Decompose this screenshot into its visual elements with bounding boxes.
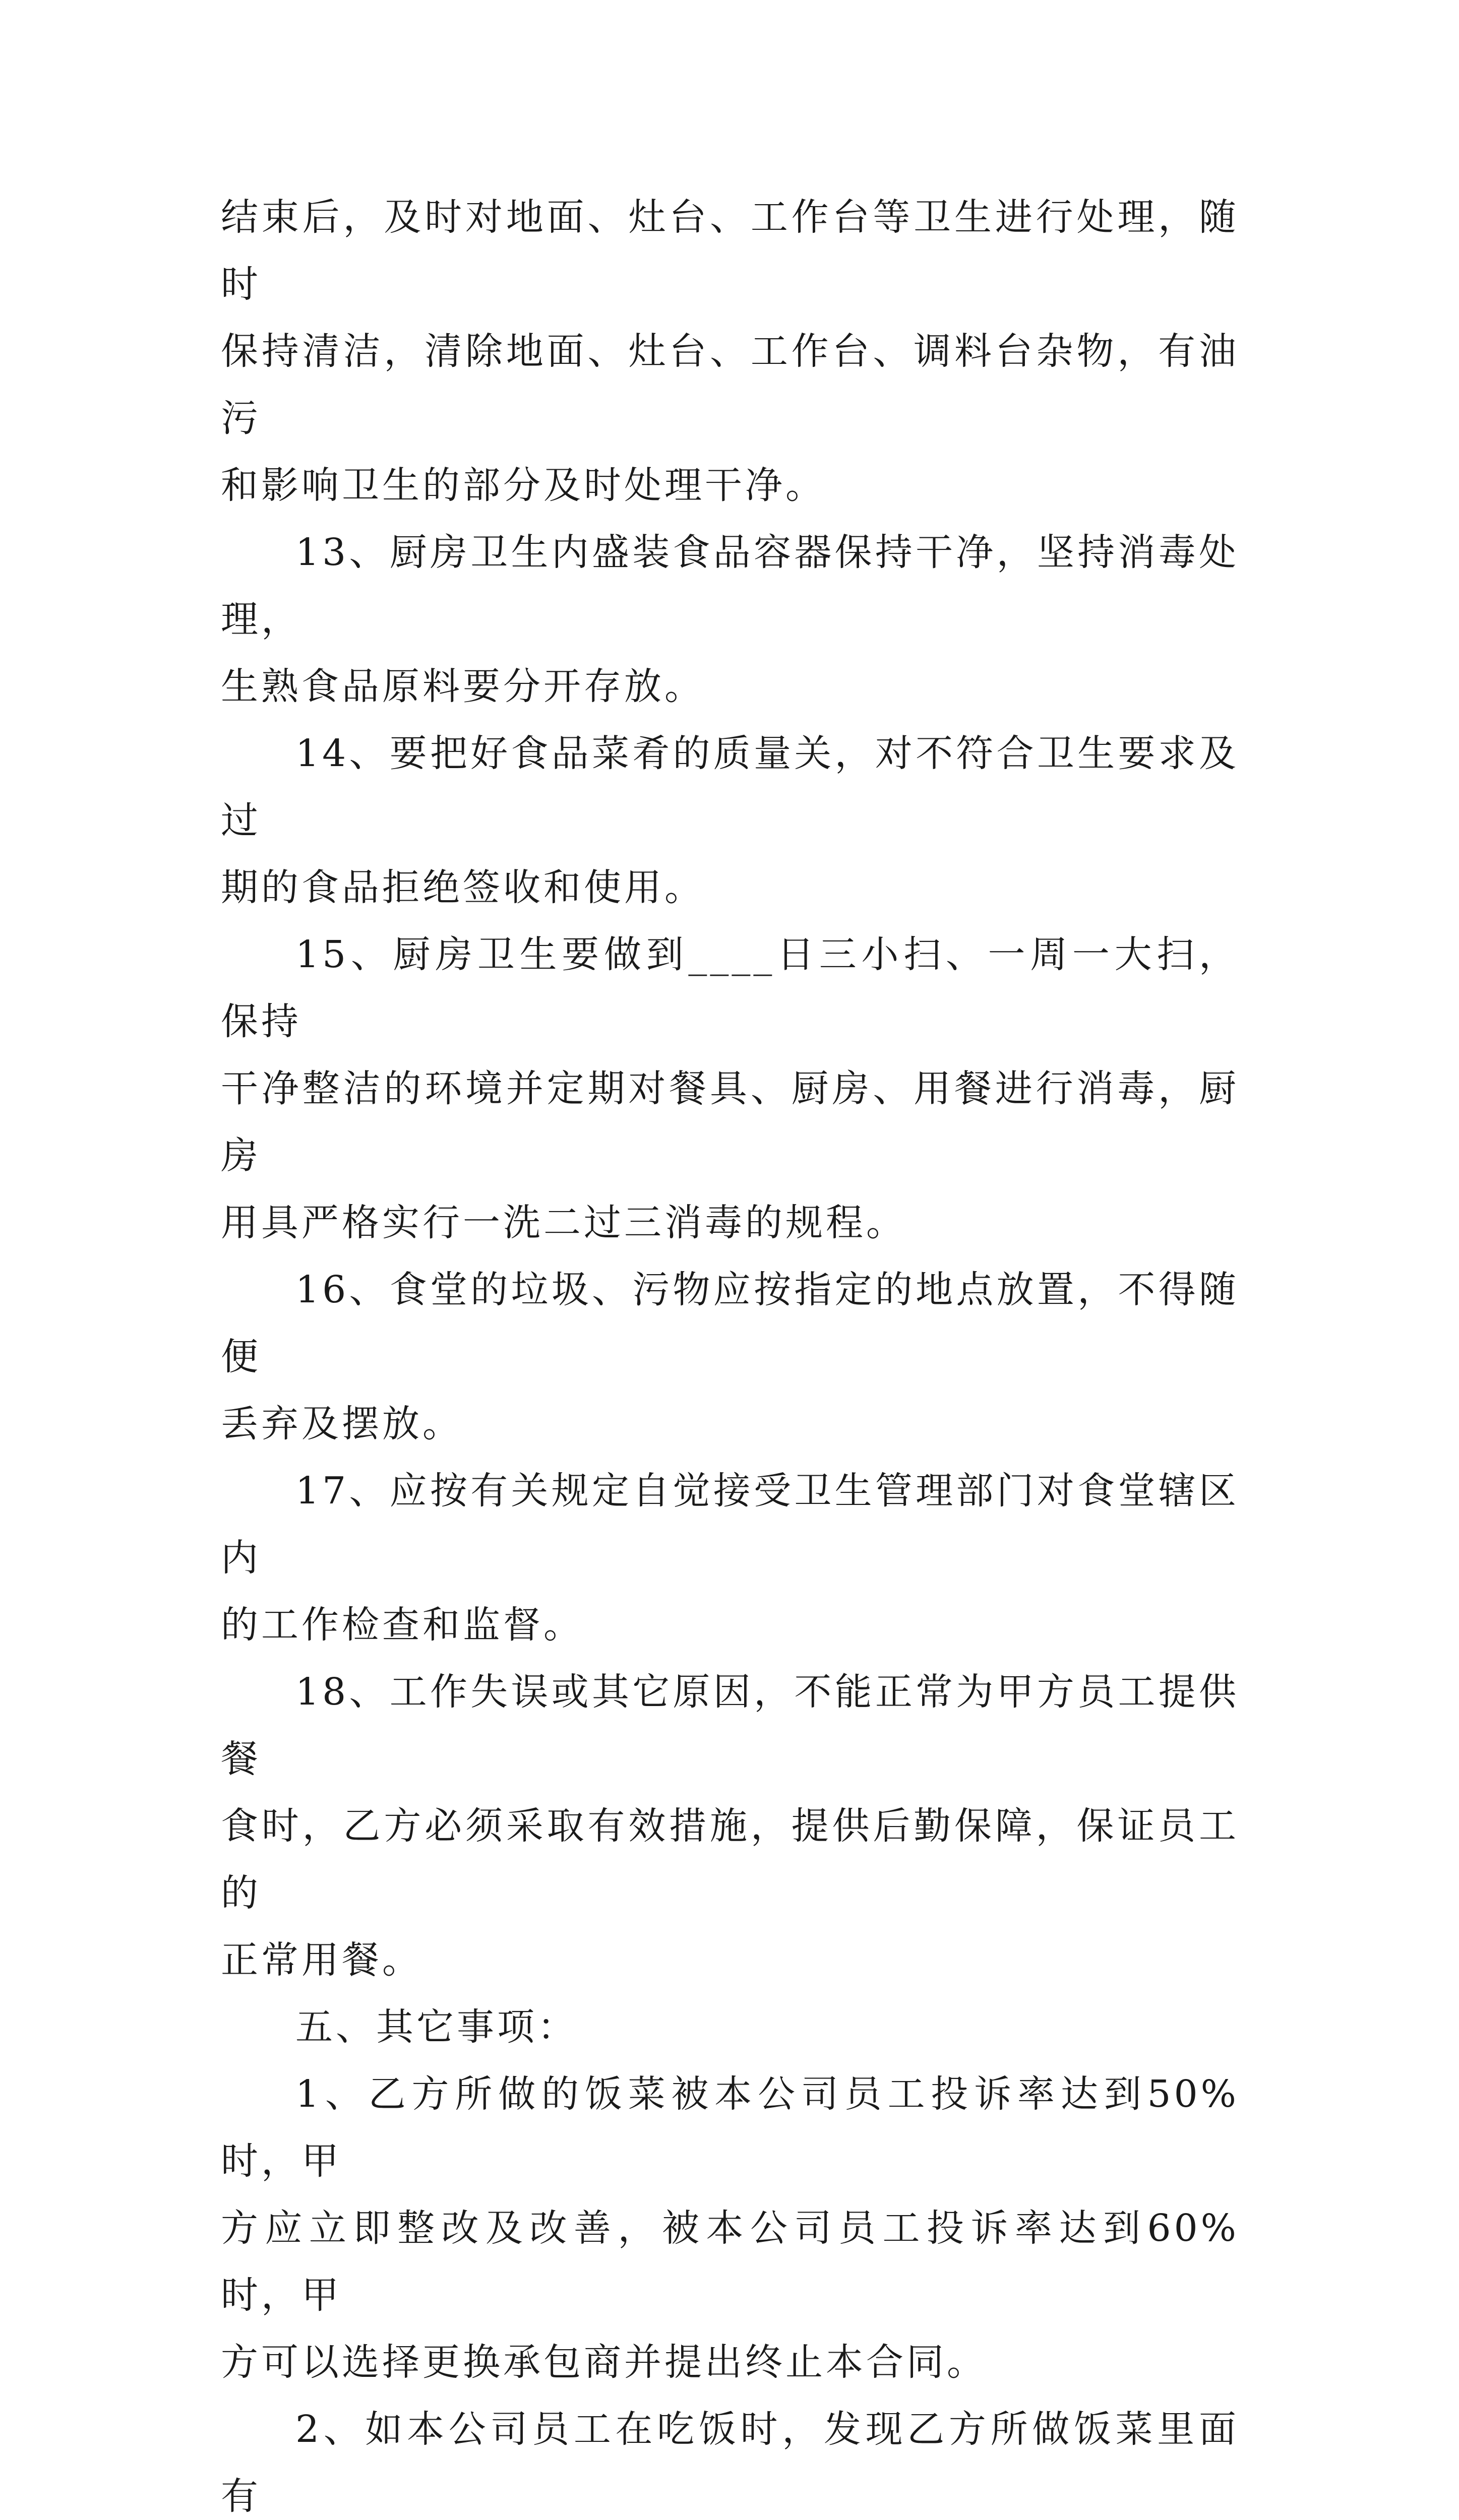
text-line: 的工作检查和监督。 [221, 1603, 584, 1647]
paragraph-other-2 [221, 2396, 1239, 2520]
text-line: 结束后，及时对地面、灶台、工作台等卫生进行处理，随时 [221, 196, 1239, 306]
paragraph-15 [221, 921, 1239, 1256]
paragraph [221, 184, 1239, 519]
text-line: 方可以选择更换承包商并提出终止本合同。 [221, 2341, 987, 2384]
text-line: 生熟食品原料要分开存放。 [221, 665, 705, 708]
text-line: 和影响卫生的部分及时处理干净。 [221, 464, 826, 507]
text-line: 丢弃及摆放。 [221, 1402, 463, 1445]
text-line: 15、厨房卫生要做到____日三小扫、一周一大扫，保持 [221, 933, 1239, 1043]
paragraph-18 [221, 1659, 1239, 1994]
text-line: 期的食品拒绝签收和使用。 [221, 866, 705, 909]
paragraph-16 [221, 1256, 1239, 1458]
paragraph-14 [221, 720, 1239, 921]
paragraph-13 [221, 519, 1239, 720]
text-line: 17、应按有关规定自觉接受卫生管理部门对食堂辖区内 [221, 1469, 1239, 1580]
text-line: 14、要把好食品菜肴的质量关，对不符合卫生要求及过 [221, 732, 1239, 842]
text-line: 2、如本公司员工在吃饭时，发现乙方所做饭菜里面有 [221, 2408, 1239, 2518]
text-line: 保持清洁，清除地面、灶台、工作台、调料台杂物，有油污 [221, 330, 1239, 440]
text-line: 18、工作失误或其它原因，不能正常为甲方员工提供餐 [221, 1670, 1239, 1781]
text-line: 1、乙方所做的饭菜被本公司员工投诉率达到50%时，甲 [221, 2072, 1239, 2183]
document-body [221, 184, 1239, 2520]
text-line: 正常用餐。 [221, 1938, 422, 1982]
paragraph-17 [221, 1458, 1239, 1659]
text-line: 食时，乙方必须采取有效措施，提供后勤保障，保证员工的 [221, 1804, 1239, 1915]
paragraph-other-1 [221, 2061, 1239, 2396]
text-line: 方应立即整改及改善，被本公司员工投诉率达到60%时，甲 [221, 2207, 1239, 2317]
text-line: 13、厨房卫生内盛装食品容器保持干净，坚持消毒处理， [221, 531, 1239, 641]
text-line: 五、其它事项： [295, 2005, 578, 2049]
section-heading-other-matters [221, 1994, 1239, 2061]
text-line: 16、食堂的垃圾、污物应按指定的地点放置，不得随便 [221, 1268, 1239, 1378]
text-line: 用具严格实行一洗二过三消毒的规程。 [221, 1201, 906, 1244]
text-line: 干净整洁的环境并定期对餐具、厨房、用餐进行消毒，厨房 [221, 1067, 1239, 1177]
